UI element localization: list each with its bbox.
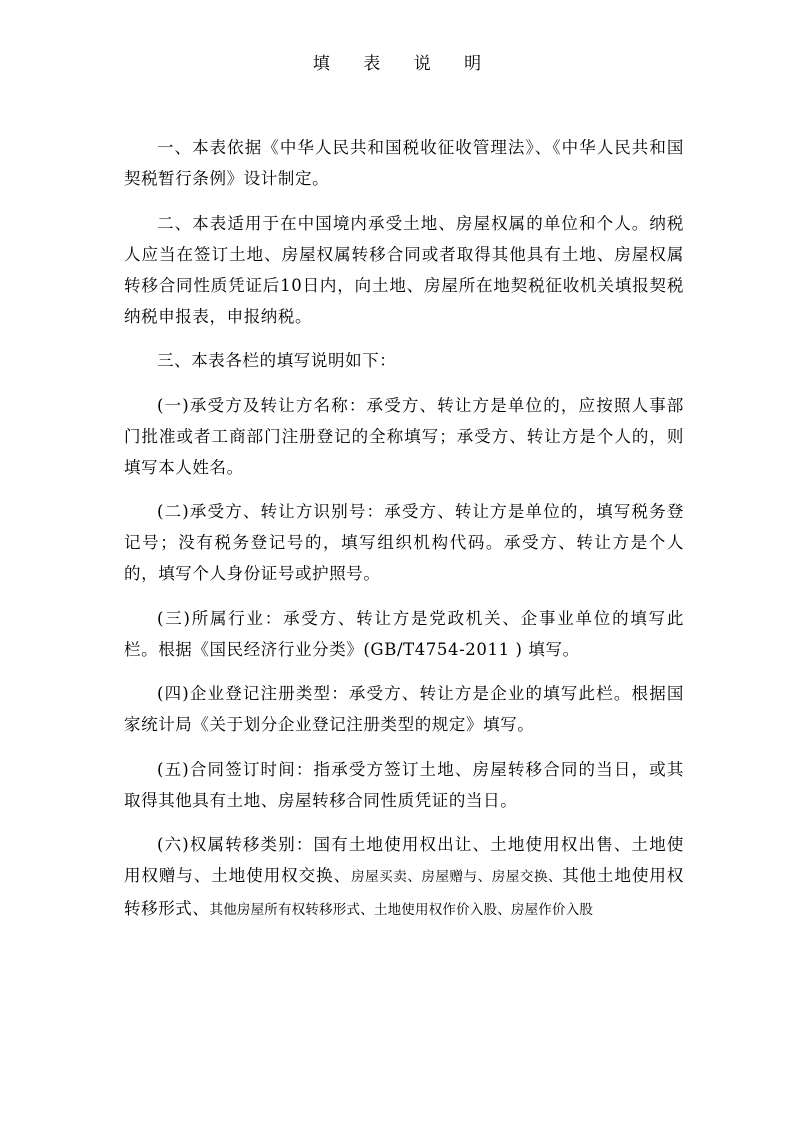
paragraph-item-2: (二)承受方、转让方识别号：承受方、转让方是单位的，填写税务登记号；没有税务登记号的，填写组织机构代码。承受方、转让方是个人的，填写个人身份证号或护照号。 [124, 502, 684, 583]
paragraph-item-6 [124, 829, 684, 926]
paragraph-2: 二、本表适用于在中国境内承受土地、房屋权属的单位和个人。纳税人应当在签订土地、房屋权属转移合同或者取得其他具有土地、房屋权属转移合同性质凭证后10日内，向土地、房屋所在地契税征收机关填报契税纳税申报表，申报纳税。 [124, 213, 684, 326]
paragraph-item-4: (四)企业登记注册类型：承受方、转让方是企业的填写此栏。根据国家统计局《关于划分企业登记注册类型的规定》填写。 [124, 684, 684, 734]
paragraph-item-6-part-1: (六)权属转移类别：国有土地使用权出让、土地使用权出售、土地使用权赠与、土地使用权交换、 [124, 835, 684, 885]
paragraph-3: 三、本表各栏的填写说明如下： [157, 351, 397, 370]
paragraph-item-3: (三)所属行业：承受方、转让方是党政机关、企事业单位的填写此栏。根据《国民经济行业分类》(GB/T4754-2011 ) 填写。 [124, 608, 684, 659]
paragraph-item-5: (五)合同签订时间：指承受方签订土地、房屋转移合同的当日，或其取得其他具有土地、房屋转移合同性质凭证的当日。 [124, 759, 684, 810]
paragraph-item-1: (一)承受方及转让方名称：承受方、转让方是单位的，应按照人事部门批准或者工商部门注册登记的全称填写；承受方、转让方是个人的，则填写本人姓名。 [124, 395, 684, 477]
page-title: 填 表 说 明 [312, 54, 496, 74]
paragraph-item-6-part-3: 其他土地使用权转移形式、 [124, 866, 684, 918]
paragraph-1: 一、本表依据《中华人民共和国税收征收管理法》、《中华人民共和国契税暂行条例》设计制定。 [124, 138, 684, 188]
paragraph-item-6-part-2: 房屋买卖、房屋赠与、房屋交换、 [351, 869, 563, 885]
paragraph-item-6-part-4: 其他房屋所有权转移形式、土地使用权作价入股、房屋作价入股 [209, 902, 594, 918]
document-body [124, 132, 684, 940]
